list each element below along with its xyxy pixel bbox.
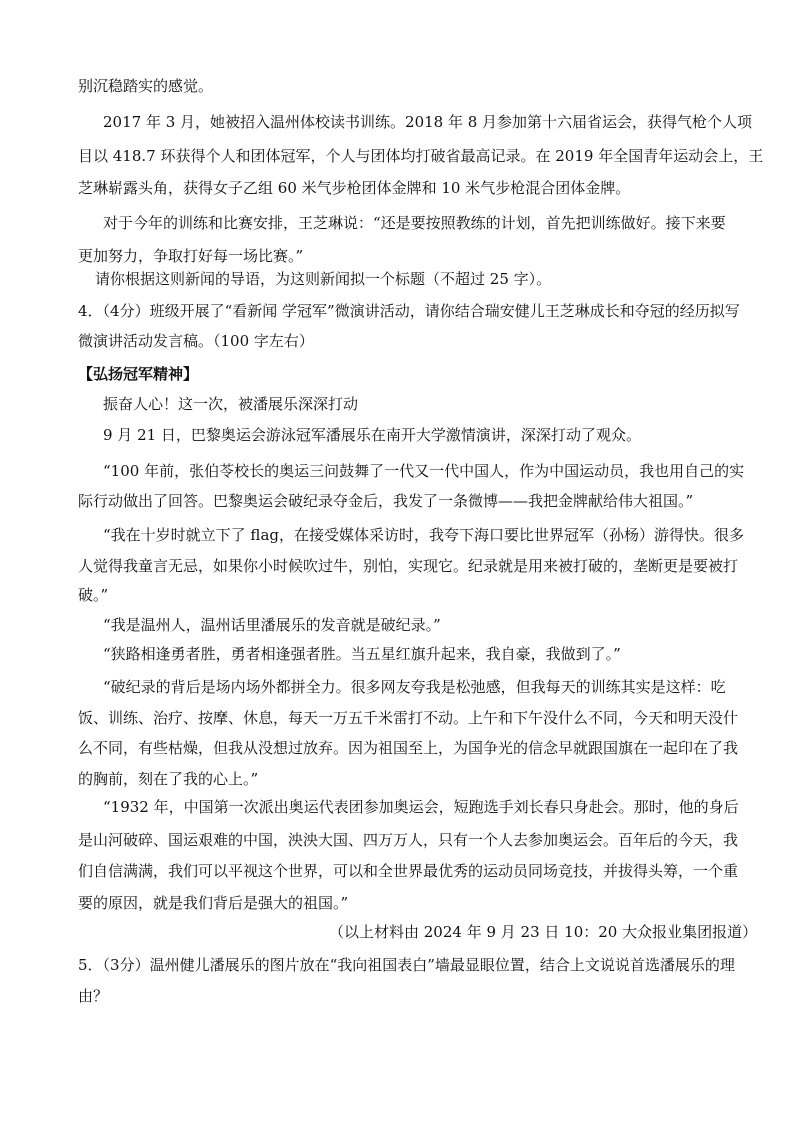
text-line: 2017 年 3 月，她被招入温州体校读书训练。2018 年 8 月参加第十六届省运会，获得气枪个人项: [103, 113, 753, 131]
text-line: 别沉稳踏实的感觉。: [78, 77, 214, 95]
text-line: “我在十岁时就立下了 flag，在接受媒体采访时，我夸下海口要比世界冠军（孙杨）游得快。很多: [103, 526, 744, 544]
text-line: “破纪录的背后是场内场外都拼全力。很多网友夸我是松弛感，但我每天的训练其实是这样：吃: [103, 678, 726, 696]
text-line: 9 月 21 日，巴黎奥运会游泳冠军潘展乐在南开大学激情演讲，深深打动了观众。: [103, 426, 641, 444]
text-line: 由？: [78, 987, 109, 1005]
text-line: 的胸前，刻在了我的心上。”: [78, 770, 259, 788]
text-line: 是山河破碎、国运艰难的中国，泱泱大国、四万万人，只有一个人去参加奥运会。百年后的今天，我: [78, 831, 739, 849]
text-line: 饭、训练、治疗、按摩、休息，每天一万五千米雷打不动。上午和下午没什么不同，今天和明天没什: [78, 709, 739, 727]
text-line: 芝琳崭露头角，获得女子乙组 60 米气步枪团体金牌和 10 米气步枪混合团体金牌。: [78, 179, 631, 197]
text-line: “100 年前，张伯苓校长的奥运三问鼓舞了一代又一代中国人，作为中国运动员，我也用自己的实: [103, 462, 745, 480]
text-line: 更加努力，争取打好每一场比赛。”: [78, 247, 304, 265]
text-line: “1932 年，中国第一次派出奥运代表团参加奥运会，短跑选手刘长春只身赴会。那时，他的身后: [103, 798, 739, 816]
text-line: “我是温州人，温州话里潘展乐的发音就是破纪录。”: [103, 616, 441, 634]
text-line: 么不同，有些枯燥，但我从没想过放弃。因为祖国至上，为国争光的信念早就跟国旗在一起印在了我: [78, 739, 739, 757]
text-line: 请你根据这则新闻的导语，为这则新闻拟一个标题（不超过 25 字）。: [95, 270, 552, 288]
text-line: 们自信满满，我们可以平视这个世界，可以和全世界最优秀的运动员同场竞技，并拔得头筹，一个重: [78, 862, 739, 880]
text-line: 人觉得我童言无忌，如果你小时候吹过牛，别怕，实现它。纪录就是用来被打破的，垄断更是要被打: [78, 557, 739, 575]
text-line: “狭路相逢勇者胜，勇者相逢强者胜。当五星红旗升起来，我自豪，我做到了。”: [103, 645, 621, 663]
news-headline: 振奋人心！这一次，被潘展乐深深打动: [103, 395, 359, 413]
section-heading: 【弘扬冠军精神】: [78, 365, 199, 383]
question-5: 5．（3分）温州健儿潘展乐的图片放在“我向祖国表白”墙最显眼位置，结合上文说说首选潘展乐的理: [78, 956, 735, 974]
text-line: 破。”: [78, 586, 109, 604]
text-line: 要的原因，就是我们背后是强大的祖国。”: [78, 894, 349, 912]
text-line: 对于今年的训练和比赛安排，王芝琳说：“还是要按照教练的计划，首先把训练做好。接下来要: [103, 214, 726, 232]
text-line: 微演讲活动发言稿。（100 字左右）: [78, 332, 314, 350]
text-line: 目以 418.7 环获得个人和团体冠军，个人与团体均打破省最高记录。在 2019 年全国青年运动会上，王: [78, 147, 764, 165]
text-line: 际行动做出了回答。巴黎奥运会破纪录夺金后，我发了一条微博——我把金牌献给伟大祖国。”: [78, 492, 694, 510]
question-4: 4．（4分）班级开展了“看新闻 学冠军”微演讲活动，请你结合瑞安健儿王芝琳成长和夺冠的经历拟写: [78, 302, 740, 320]
source-note: （以上材料由 2024 年 9 月 23 日 10：20 大众报业集团报道）: [329, 923, 758, 941]
